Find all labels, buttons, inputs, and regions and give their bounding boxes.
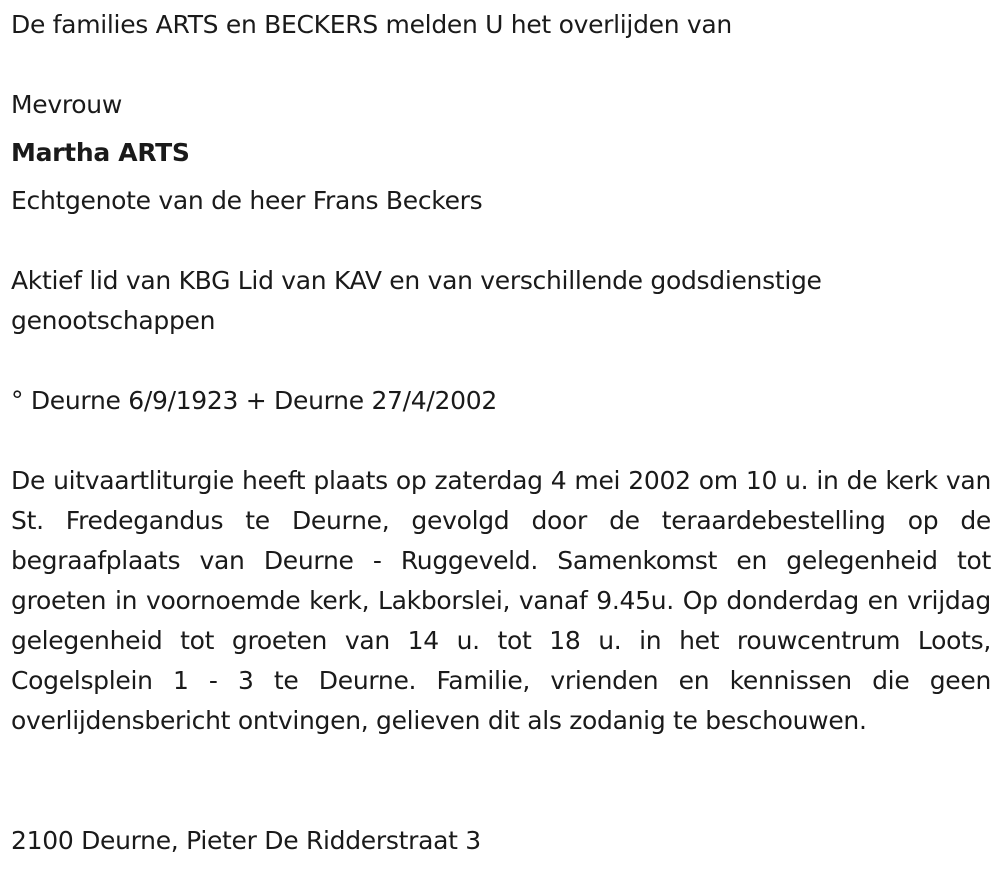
spouse-line: Echtgenote van de heer Frans Beckers bbox=[11, 186, 483, 215]
intro-text: De families ARTS en BECKERS melden U het overlijden van bbox=[11, 10, 732, 39]
address: 2100 Deurne, Pieter De Ridderstraat 3 bbox=[11, 826, 481, 855]
membership-text: Aktief lid van KBG Lid van KAV en van verschillende godsdienstige genootschappen bbox=[11, 266, 822, 335]
salutation: Mevrouw bbox=[11, 90, 122, 119]
funeral-details: De uitvaartliturgie heeft plaats op zaterdag 4 mei 2002 om 10 u. in de kerk van St. Fredegandus te Deurne, gevolgd door de teraardebestelling op de begraafplaats van Deurne - Ruggeveld. Samenkomst en gelegenheid tot groeten in voornoemde kerk, Lakborslei, vanaf 9.45u. Op donderdag en vrijdag gelegenheid tot groeten van 14 u. tot 18 u. in het rouwcentrum Loots, Cogelsplein 1 - 3 te Deurne. Familie, vrienden en kennissen die geen overlijdensbericht ontvingen, gelieven dit als zodanig te beschouwen. bbox=[11, 466, 991, 735]
birth-death-dates: ° Deurne 6/9/1923 + Deurne 27/4/2002 bbox=[11, 386, 497, 415]
deceased-name: Martha ARTS bbox=[11, 138, 190, 167]
